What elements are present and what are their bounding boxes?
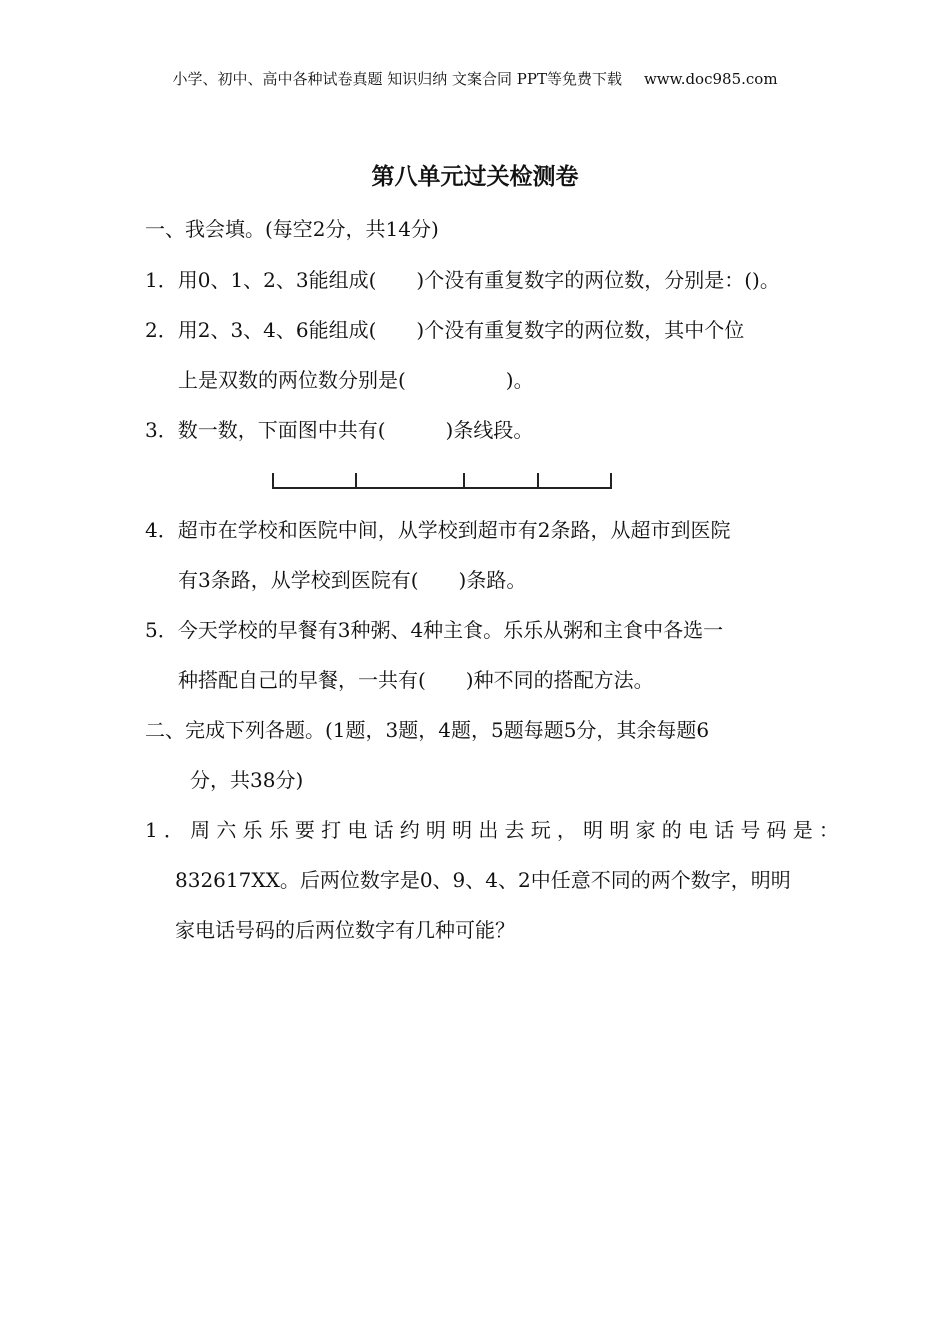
- section1-heading: 一、我会填。(每空2分，共14分): [145, 217, 439, 241]
- header-text: 小学、初中、高中各种试卷真题 知识归纳 文案合同 PPT等免费下载: [172, 70, 622, 88]
- question-2-1-line2: 832617XX。后两位数字是0、9、4、2中任意不同的两个数字，明明: [175, 868, 791, 892]
- question-1-5-line1: 5．今天学校的早餐有3种粥、4种主食。乐乐从粥和主食中各选一: [145, 618, 724, 642]
- question-2-1-line1: 1．周六乐乐要打电话约明明出去玩，明明家的电话号码是：: [145, 818, 846, 842]
- question-1-3: 3．数一数，下面图中共有( )条线段。: [145, 418, 534, 442]
- section2-heading-line1: 二、完成下列各题。(1题，3题，4题，5题每题5分，其余每题6: [145, 718, 710, 742]
- question-1-5-line2: 种搭配自己的早餐，一共有( )种不同的搭配方法。: [178, 668, 654, 692]
- question-1-1: 1．用0、1、2、3能组成( )个没有重复数字的两位数，分别是：()。: [145, 268, 780, 292]
- header-url[interactable]: www.doc985.com: [643, 70, 778, 88]
- question-1-4-line2: 有3条路，从学校到医院有( )条路。: [178, 568, 527, 592]
- question-1-2-line2: 上是双数的两位数分别是( )。: [178, 368, 534, 392]
- section2-heading-line2: 分，共38分): [190, 768, 304, 792]
- page-header: [0, 68, 950, 89]
- line-segment-figure: [268, 468, 618, 494]
- question-1-4-line1: 4．超市在学校和医院中间，从学校到超市有2条路，从超市到医院: [145, 518, 731, 542]
- question-2-1-line3: 家电话号码的后两位数字有几种可能？: [175, 918, 515, 942]
- page-title: 第八单元过关检测卷: [371, 164, 579, 190]
- question-1-2-line1: 2．用2、3、4、6能组成( )个没有重复数字的两位数，其中个位: [145, 318, 745, 342]
